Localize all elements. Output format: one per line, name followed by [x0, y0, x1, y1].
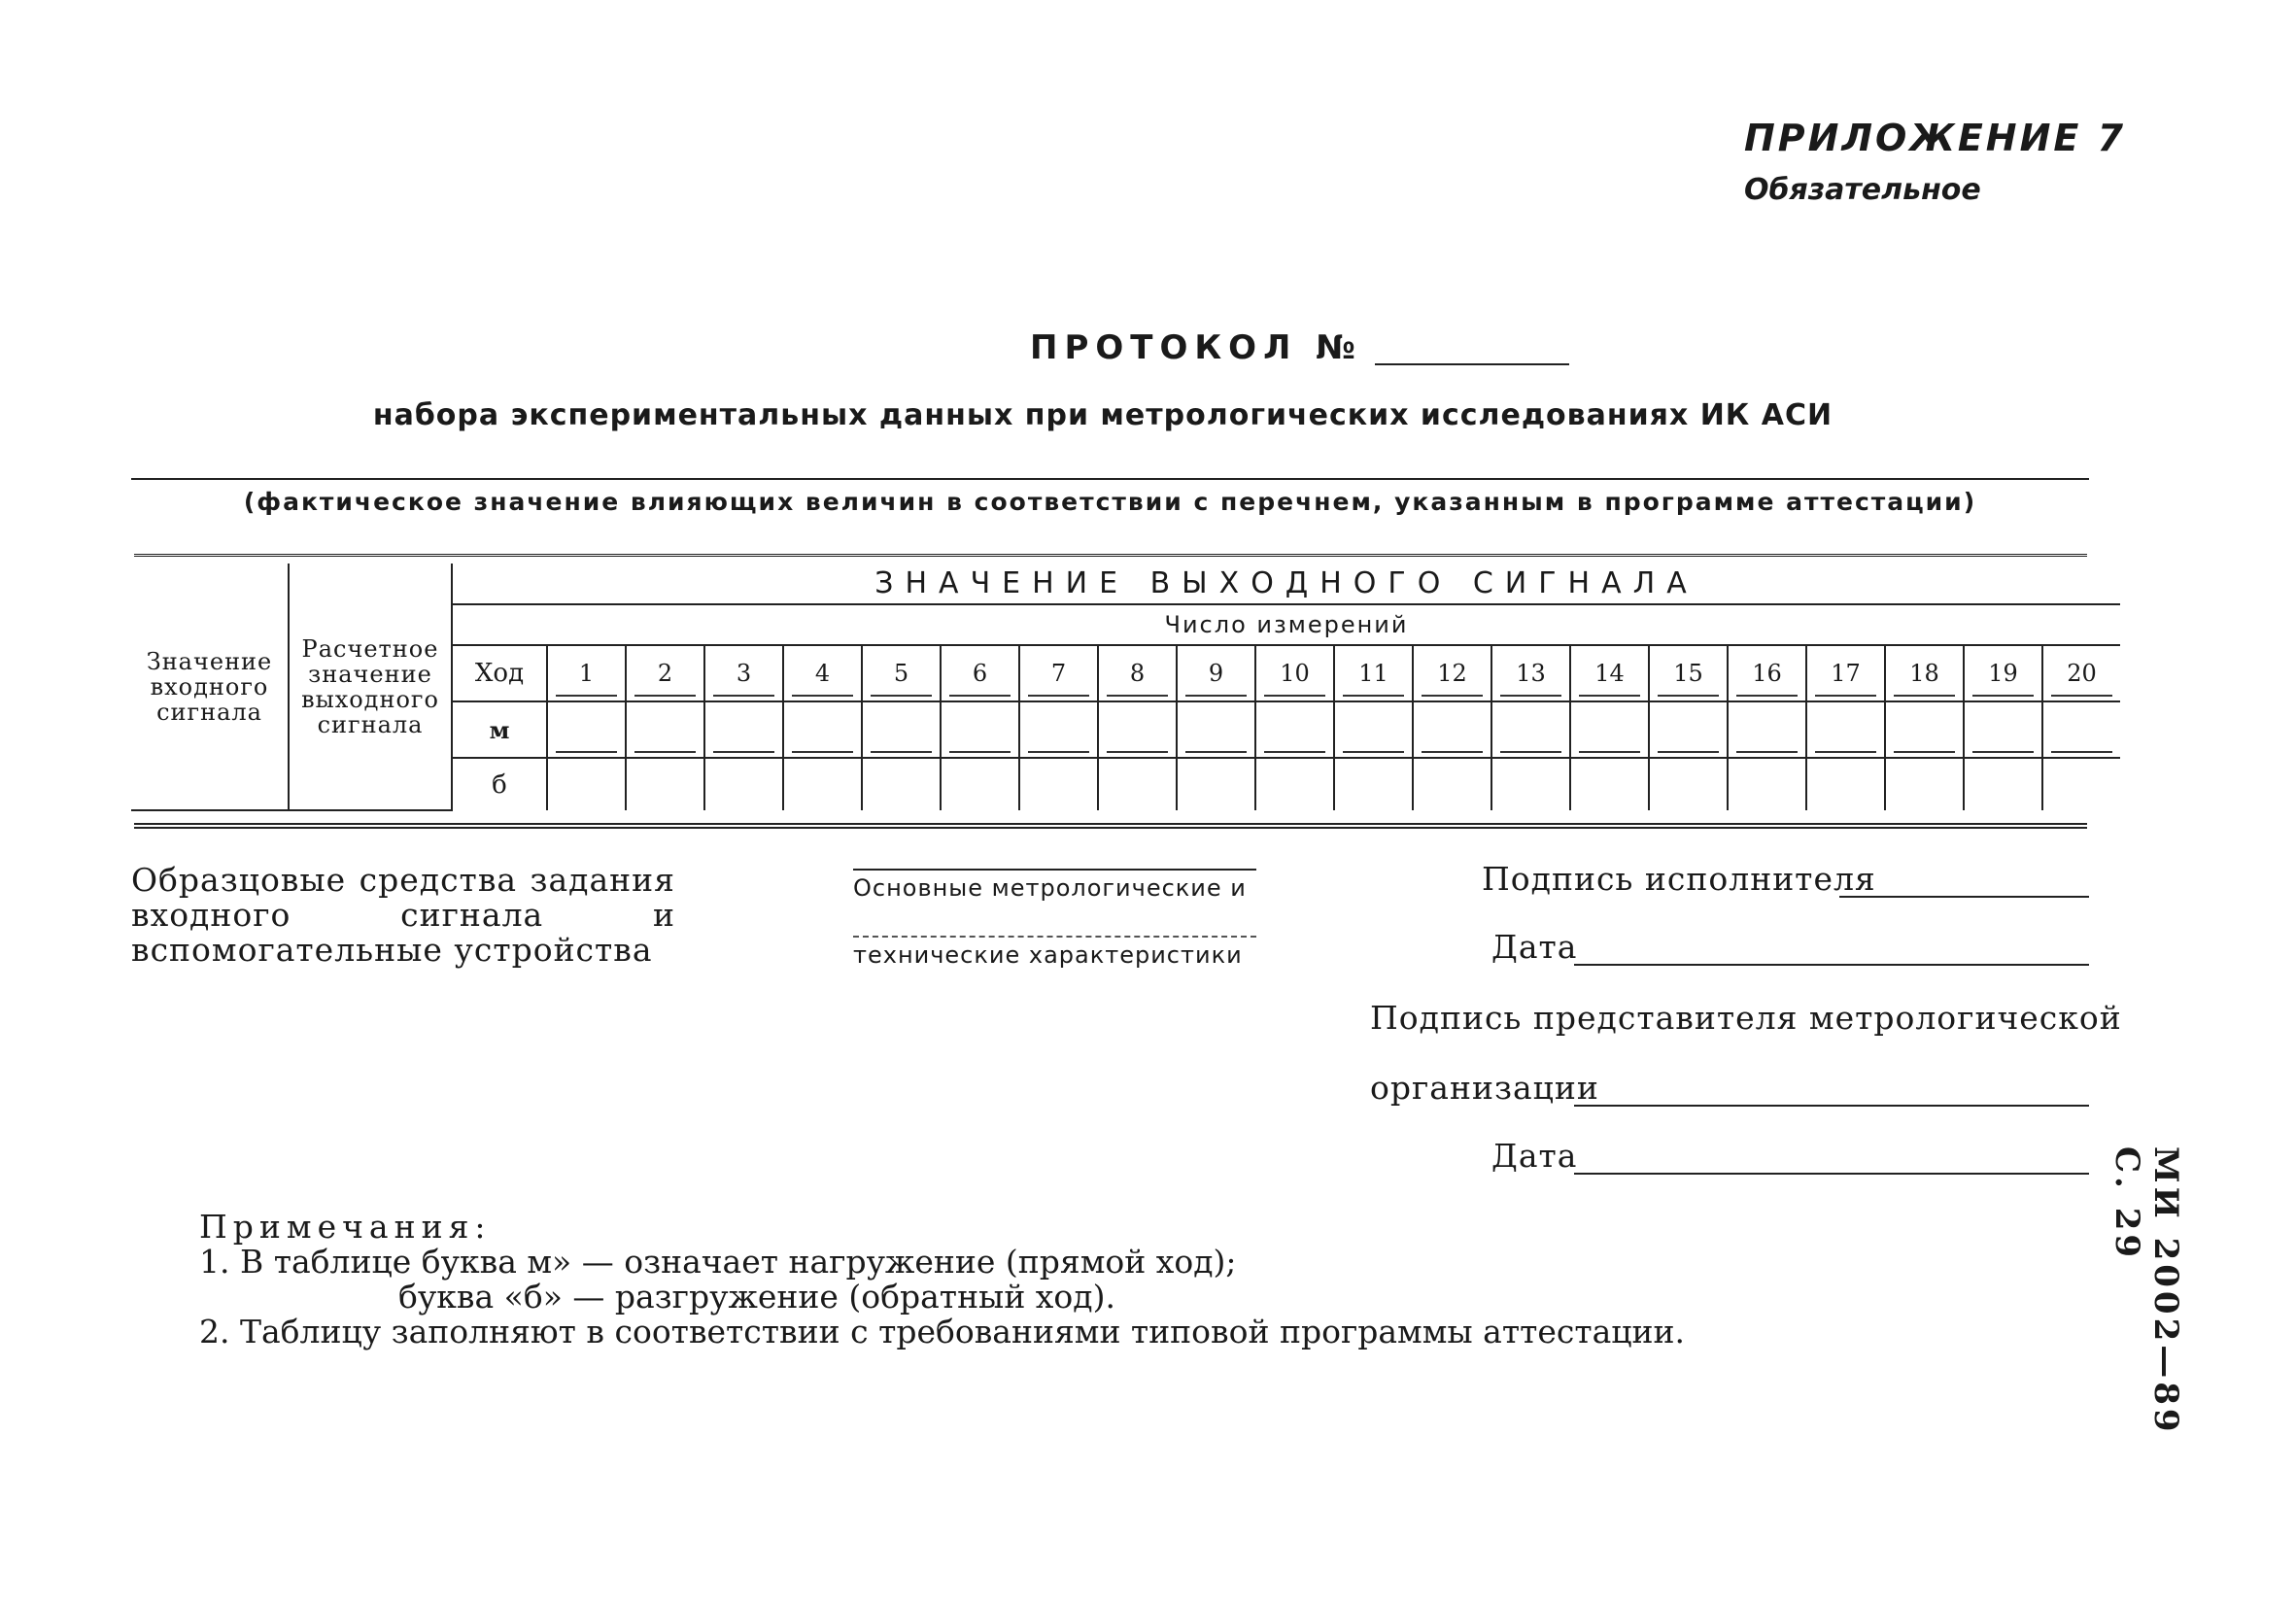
measurement-number: 7 — [1019, 645, 1098, 701]
entry-line — [1894, 751, 1955, 753]
measurement-number: 19 — [1964, 645, 2042, 701]
entry-line — [1264, 695, 1325, 697]
characteristics-dashed-line — [853, 936, 1256, 938]
entry-line — [713, 751, 774, 753]
measurement-number: 3 — [704, 645, 783, 701]
entry-line — [1107, 695, 1168, 697]
cell-b[interactable] — [1334, 758, 1413, 810]
entry-line — [1579, 751, 1640, 753]
cell-b[interactable] — [704, 758, 783, 810]
entry-line — [1972, 695, 2034, 697]
measurement-number: 11 — [1334, 645, 1413, 701]
characteristics-label-2: технические характеристики — [853, 941, 1243, 969]
cell-m[interactable] — [1177, 701, 1255, 758]
measurement-number: 16 — [1728, 645, 1806, 701]
protocol-number-line — [1375, 363, 1569, 365]
entry-line — [1972, 751, 2034, 753]
note-1b: буква «б» — разгружение (обратный ход). — [398, 1278, 1115, 1316]
measurement-number: 4 — [783, 645, 862, 701]
entry-line — [1500, 695, 1561, 697]
measurement-number: 15 — [1649, 645, 1728, 701]
entry-line — [1343, 751, 1404, 753]
entry-line — [1579, 695, 1640, 697]
entry-line — [556, 751, 617, 753]
cell-b[interactable] — [862, 758, 941, 810]
entry-line — [2051, 751, 2112, 753]
cell-m[interactable] — [1649, 701, 1728, 758]
measurement-number: 13 — [1491, 645, 1570, 701]
cell-m[interactable] — [1413, 701, 1491, 758]
date-label-1: Дата — [1491, 928, 1578, 966]
cell-m[interactable] — [1806, 701, 1885, 758]
cell-m[interactable] — [1019, 701, 1098, 758]
col-input-header: Значение входного сигнала — [131, 564, 289, 810]
rep-signature-label: Подпись представителя метрологической — [1370, 999, 2122, 1037]
cell-m[interactable] — [547, 701, 626, 758]
entry-line — [1658, 695, 1719, 697]
entry-line — [1500, 751, 1561, 753]
cell-b[interactable] — [783, 758, 862, 810]
cell-b[interactable] — [1806, 758, 1885, 810]
cell-b[interactable] — [1728, 758, 1806, 810]
measurement-number: 20 — [2042, 645, 2120, 701]
entry-line — [1736, 695, 1798, 697]
row-label-b: б — [452, 758, 547, 810]
entry-line — [792, 695, 853, 697]
executor-signature-label: Подпись исполнителя — [1482, 860, 1876, 898]
cell-m[interactable] — [704, 701, 783, 758]
measurement-number: 18 — [1885, 645, 1964, 701]
measurement-number: 5 — [862, 645, 941, 701]
cell-m[interactable] — [862, 701, 941, 758]
protocol-subtitle: набора экспериментальных данных при метрологических исследованиях ИК АСИ — [372, 398, 1833, 432]
entry-line — [634, 695, 696, 697]
measurement-number: 9 — [1177, 645, 1255, 701]
notes-block — [199, 1210, 1685, 1350]
entry-line — [1658, 751, 1719, 753]
cell-m[interactable] — [1491, 701, 1570, 758]
entry-line — [2051, 695, 2112, 697]
rep-org-label: организации — [1370, 1069, 1599, 1107]
characteristics-fill-line — [853, 869, 1256, 871]
measurement-number: 6 — [941, 645, 1019, 701]
measurement-table — [131, 564, 2120, 811]
appendix-title: ПРИЛОЖЕНИЕ 7 — [1744, 117, 2127, 159]
measurement-number: 12 — [1413, 645, 1491, 701]
executor-signature-line — [1839, 896, 2089, 898]
entry-line — [1343, 695, 1404, 697]
cell-b[interactable] — [547, 758, 626, 810]
rep-signature-line — [1574, 1105, 2089, 1107]
date-line-1 — [1574, 964, 2089, 966]
count-header: Число измерений — [452, 604, 2120, 645]
col-calc-header: Расчетное значение выходного сигнала — [289, 564, 452, 810]
cell-b[interactable] — [626, 758, 704, 810]
protocol-title: ПРОТОКОЛ № — [1030, 328, 1363, 367]
measurement-number: 2 — [626, 645, 704, 701]
cell-m[interactable] — [1098, 701, 1177, 758]
row-label-m: м — [452, 701, 547, 758]
cell-b[interactable] — [941, 758, 1019, 810]
measurement-number: 14 — [1570, 645, 1649, 701]
cell-m[interactable] — [1570, 701, 1649, 758]
entry-line — [871, 695, 932, 697]
cell-m[interactable] — [783, 701, 862, 758]
appendix-subtitle: Обязательное — [1744, 173, 1981, 207]
table-bottom-rule — [134, 823, 2087, 835]
entry-line — [1028, 751, 1089, 753]
cell-m[interactable] — [1885, 701, 1964, 758]
cell-m[interactable] — [1728, 701, 1806, 758]
cell-b[interactable] — [1019, 758, 1098, 810]
cell-b[interactable] — [1098, 758, 1177, 810]
date-line-2 — [1574, 1173, 2089, 1175]
cell-b[interactable] — [1255, 758, 1334, 810]
entry-line — [556, 695, 617, 697]
cell-b[interactable] — [1964, 758, 2042, 810]
cell-b[interactable] — [1491, 758, 1570, 810]
entry-line — [1815, 695, 1876, 697]
characteristics-label-1: Основные метрологические и — [853, 874, 1247, 902]
entry-line — [1185, 751, 1247, 753]
output-signal-header: ЗНАЧЕНИЕ ВЫХОДНОГО СИГНАЛА — [452, 564, 2120, 604]
entry-line — [713, 695, 774, 697]
influence-note: (фактическое значение влияющих величин в соответствии с перечнем, указанным в программе аттестации) — [243, 488, 1977, 516]
entry-line — [1422, 695, 1483, 697]
entry-line — [1894, 695, 1955, 697]
cell-b[interactable] — [1885, 758, 1964, 810]
measurement-number: 17 — [1806, 645, 1885, 701]
cell-b[interactable] — [2042, 758, 2120, 810]
cell-b[interactable] — [1177, 758, 1255, 810]
cell-b[interactable] — [1570, 758, 1649, 810]
entry-line — [1815, 751, 1876, 753]
entry-line — [949, 751, 1011, 753]
influence-fill-line — [131, 478, 2089, 480]
measurement-number: 1 — [547, 645, 626, 701]
reference-means-label: Образцовые средства задания входного сигнала и вспомогательные устройства — [131, 861, 675, 969]
entry-line — [1028, 695, 1089, 697]
notes-heading: Примечания: — [199, 1208, 492, 1246]
cell-m[interactable] — [626, 701, 704, 758]
measurement-number: 10 — [1255, 645, 1334, 701]
entry-line — [1422, 751, 1483, 753]
margin-document-code: МИ 2002—89 С. 29 — [2108, 1146, 2185, 1436]
cell-m[interactable] — [1334, 701, 1413, 758]
entry-line — [792, 751, 853, 753]
stroke-header: Ход — [452, 645, 547, 701]
entry-line — [1107, 751, 1168, 753]
entry-line — [1264, 751, 1325, 753]
note-1a: 1. В таблице буква м» — означает нагружение (прямой ход); — [199, 1243, 1237, 1281]
note-2: 2. Таблицу заполняют в соответствии с требованиями типовой программы аттестации. — [199, 1313, 1685, 1350]
entry-line — [634, 751, 696, 753]
cell-m[interactable] — [1255, 701, 1334, 758]
cell-b[interactable] — [1413, 758, 1491, 810]
entry-line — [1736, 751, 1798, 753]
measurement-number: 8 — [1098, 645, 1177, 701]
entry-line — [1185, 695, 1247, 697]
date-label-2: Дата — [1491, 1137, 1578, 1175]
cell-m[interactable] — [941, 701, 1019, 758]
cell-m[interactable] — [1964, 701, 2042, 758]
cell-b[interactable] — [1649, 758, 1728, 810]
entry-line — [949, 695, 1011, 697]
cell-m[interactable] — [2042, 701, 2120, 758]
entry-line — [871, 751, 932, 753]
table-top-rule — [134, 554, 2087, 561]
